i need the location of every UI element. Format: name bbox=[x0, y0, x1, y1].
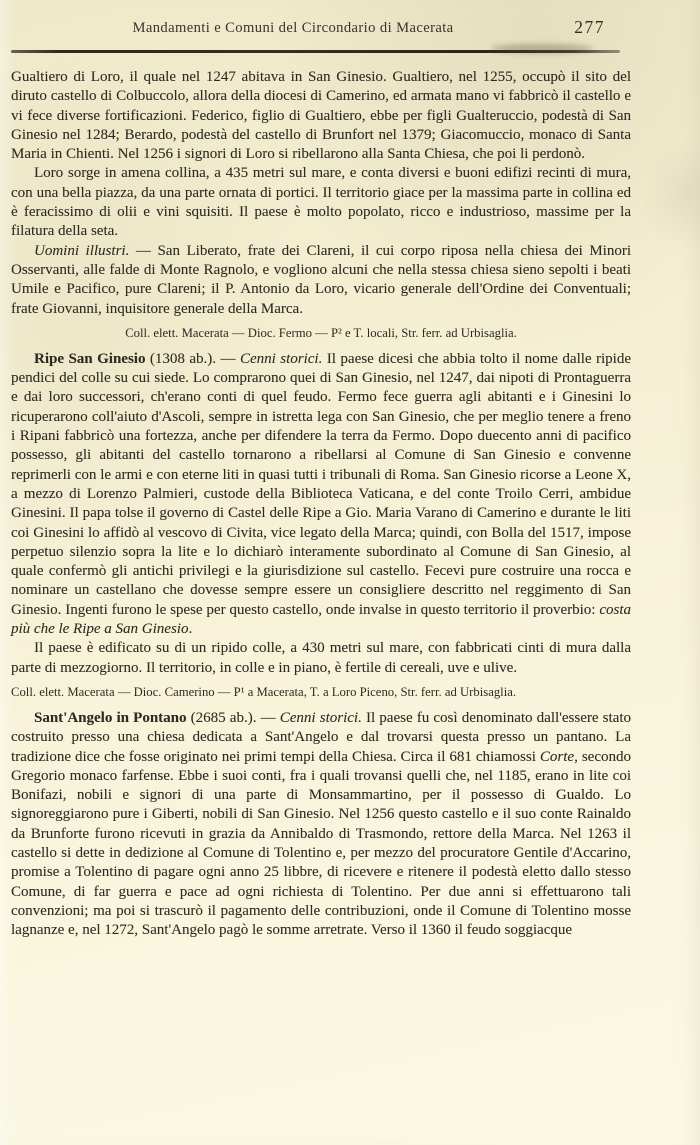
paragraph-ripe-territorio bbox=[11, 639, 631, 678]
text-segment: Uomini illustri. bbox=[34, 242, 130, 259]
text-segment: (1308 ab.). — bbox=[145, 350, 240, 367]
text-segment: Il paese è edificato su di un ripido colle, a 430 metri sul mare, con fabbricati cinti di mura dalla parte di mezzogiorno. Il territorio, in colle e in piano, è fertile di cereali, uve e ulive. bbox=[11, 640, 631, 676]
text-segment: costa più che le Ripe a San Ginesio bbox=[11, 601, 631, 638]
text-segment: — San Liberato, frate dei Clareni, il cui corpo riposa nella chiesa dei Minori Osservanti, alle falde di Monte Ragnolo, e vogliono alcuni che nella stessa chiesa sieno sepolti i beati Umile e Pacifico, pure Clareni; il P. Antonio da Loro, vicario generale dell'Ordine dei Conventuali; frate Giovanni, inquisitore generale della Marca. bbox=[11, 242, 631, 317]
paragraph-santangelo-in-pontano bbox=[11, 709, 631, 941]
text-segment: Ripe San Ginesio bbox=[34, 350, 146, 367]
header-rule bbox=[11, 50, 620, 53]
paragraph-ripe-san-ginesio bbox=[11, 350, 631, 639]
text-segment: Cenni storici. bbox=[239, 350, 323, 367]
paragraph-loro-territorio bbox=[11, 164, 631, 241]
page-header bbox=[11, 17, 631, 43]
paragraph-uomini-illustri bbox=[11, 242, 631, 319]
text-segment: Cenni storici. bbox=[279, 709, 362, 726]
text-segment: Sant'Angelo in Pontano bbox=[34, 709, 187, 726]
text-segment: Il paese dicesi che abbia tolto il nome dalle ripide pendici del colle su cui siede. Lo comprarono quei di San Ginesio, nel 1247, dai nipoti di Prontaguerra e dai loro successori, ch'erano conti di quel feudo. Fermo fece guerra agli abitanti e i Ginesini lo ricuperarono coll'aiuto d'Ascoli, sempre in istretta lega con San Ginesio, che per meglio tenere a freno i Ripani fabbricò una fortezza, anche per difendere la terra da Fermo. Dopo duecento anni di pacifico possesso, gli abitanti del castello tornarono a ribellarsi al Comune di San Ginesio e convenne reprimerli con le armi e con eterne liti in quasi tutti i tribunali di Roma. San Ginesio ricorse a Leone X, a mezzo di Lorenzo Palmieri, custode della Biblioteca Vaticana, e del conte Troilo Cerri, ambidue Ginesini. Il papa tolse il governo di Castel delle Ripe a Gio. Maria Varano di Camerino e durante le liti coi Ginesini lo affidò al vescovo di Civita, vice legato della Marca; quindi, con Bolla del 1517, impose perpetuo silenzio sopra la lite e lo dichiarò interamente subordinato al Comune di San Ginesio, al quale confermò gli antichi privilegi e la giurisdizione sul castello. Fecevi pure costruire una rocca e nominare un castellano che dovesse sempre essere un consigliere descritto nel reggimento di San Ginesio. Ingenti furono le spese per questo castello, onde invalse in questo territorio il proverbio: bbox=[11, 350, 632, 618]
text-segment: Coll. elett. Macerata — Dioc. Camerino — P¹ a Macerata, T. a Loro Piceno, Str. ferr. ad Urbisaglia. bbox=[11, 684, 517, 699]
text-segment: Corte bbox=[539, 748, 575, 765]
text-segment: Gualtiero di Loro, il quale nel 1247 abitava in San Ginesio. Gualtiero, nel 1255, occupò il sito del diruto castello di Colbuccolo, allora della diocesi di Camerino, ed armata mano vi fabbricò il castello e vi fece diverse fortificazioni. Federico, figlio di Gualtiero, ebbe per figli Gualteruccio, podestà di San Ginesio nel 1284; Berardo, podestà del castello di Brunfort nel 1379; Giacomuccio, monaco di Santa Maria in Chienti. Nel 1256 i signori di Loro si ribellarono alla Santa Chiesa, che poi li perdonò. bbox=[11, 69, 631, 163]
note-coll-elett-loro bbox=[11, 325, 631, 341]
page-number: 277 bbox=[574, 17, 605, 37]
text-segment: Loro sorge in amena collina, a 435 metri sul mare, e conta diversi e buoni edifizi recinti di mura, con una bella piazza, da una parte ornata di portici. Il territorio giace per la massima parte in collina ed è feracissimo di olii e vini squisiti. Il paese è molto popolato, ricco e industrioso, massime per la filatura della seta. bbox=[11, 165, 631, 240]
text-segment: Il paese fu così denominato dall'essere stato costruito presso una chiesa dedicata a Sant'Angelo e dal trovarsi questa presso un pantano. La tradizione dice che fosse originato nei primi tempi della Chiesa. Circa il 681 chiamossi bbox=[11, 709, 631, 765]
ink-smudge bbox=[491, 44, 593, 53]
text-block bbox=[11, 68, 631, 940]
note-coll-elett-ripe bbox=[11, 684, 631, 700]
text-segment: . bbox=[188, 621, 193, 638]
paragraph-gualtiero-di-loro bbox=[11, 68, 631, 164]
text-segment: (2685 ab.). — bbox=[186, 709, 280, 726]
running-title: Mandamenti e Comuni del Circondario di Macerata bbox=[132, 20, 454, 36]
text-segment: , secondo Gregorio monaco farfense. Ebbe i suoi conti, fra i quali trovansi quelli che, nel 1185, erano in lite coi Bonifazi, nobili e signori di una parte di Monsammartino, per il possesso di Gualdo. Lo signoreggiarono pure i Giberti, nobili di San Ginesio. Nel 1256 questo castello e il suo conte Rainaldo da Brunforte furono ricevuti in grazia da Annibaldo di Trasmondo, rettore della Marca. Nel 1263 il castello si dette in dedizione al Comune di Tolentino e, per mezzo del procuratore Gentile d'Accarino, promise a Tolentino di pagare ogni anno 25 libbre, di ricevere e ritenere il podestà eletto dallo stesso Comune, di far guerra e pace ad ogni richiesta di Tolentino. Per due anni si effettuarono tali convenzioni; ma poi si trascurò il pagamento delle contribuzioni, onde il Comune di Tolentino mosse lagnanze e, nel 1272, Sant'Angelo pagò le somme arretrate. Verso il 1360 il feudo soggiacque bbox=[11, 748, 631, 939]
text-segment: Coll. elett. Macerata — Dioc. Fermo — P² e T. locali, Str. ferr. ad Urbisaglia. bbox=[125, 325, 517, 340]
